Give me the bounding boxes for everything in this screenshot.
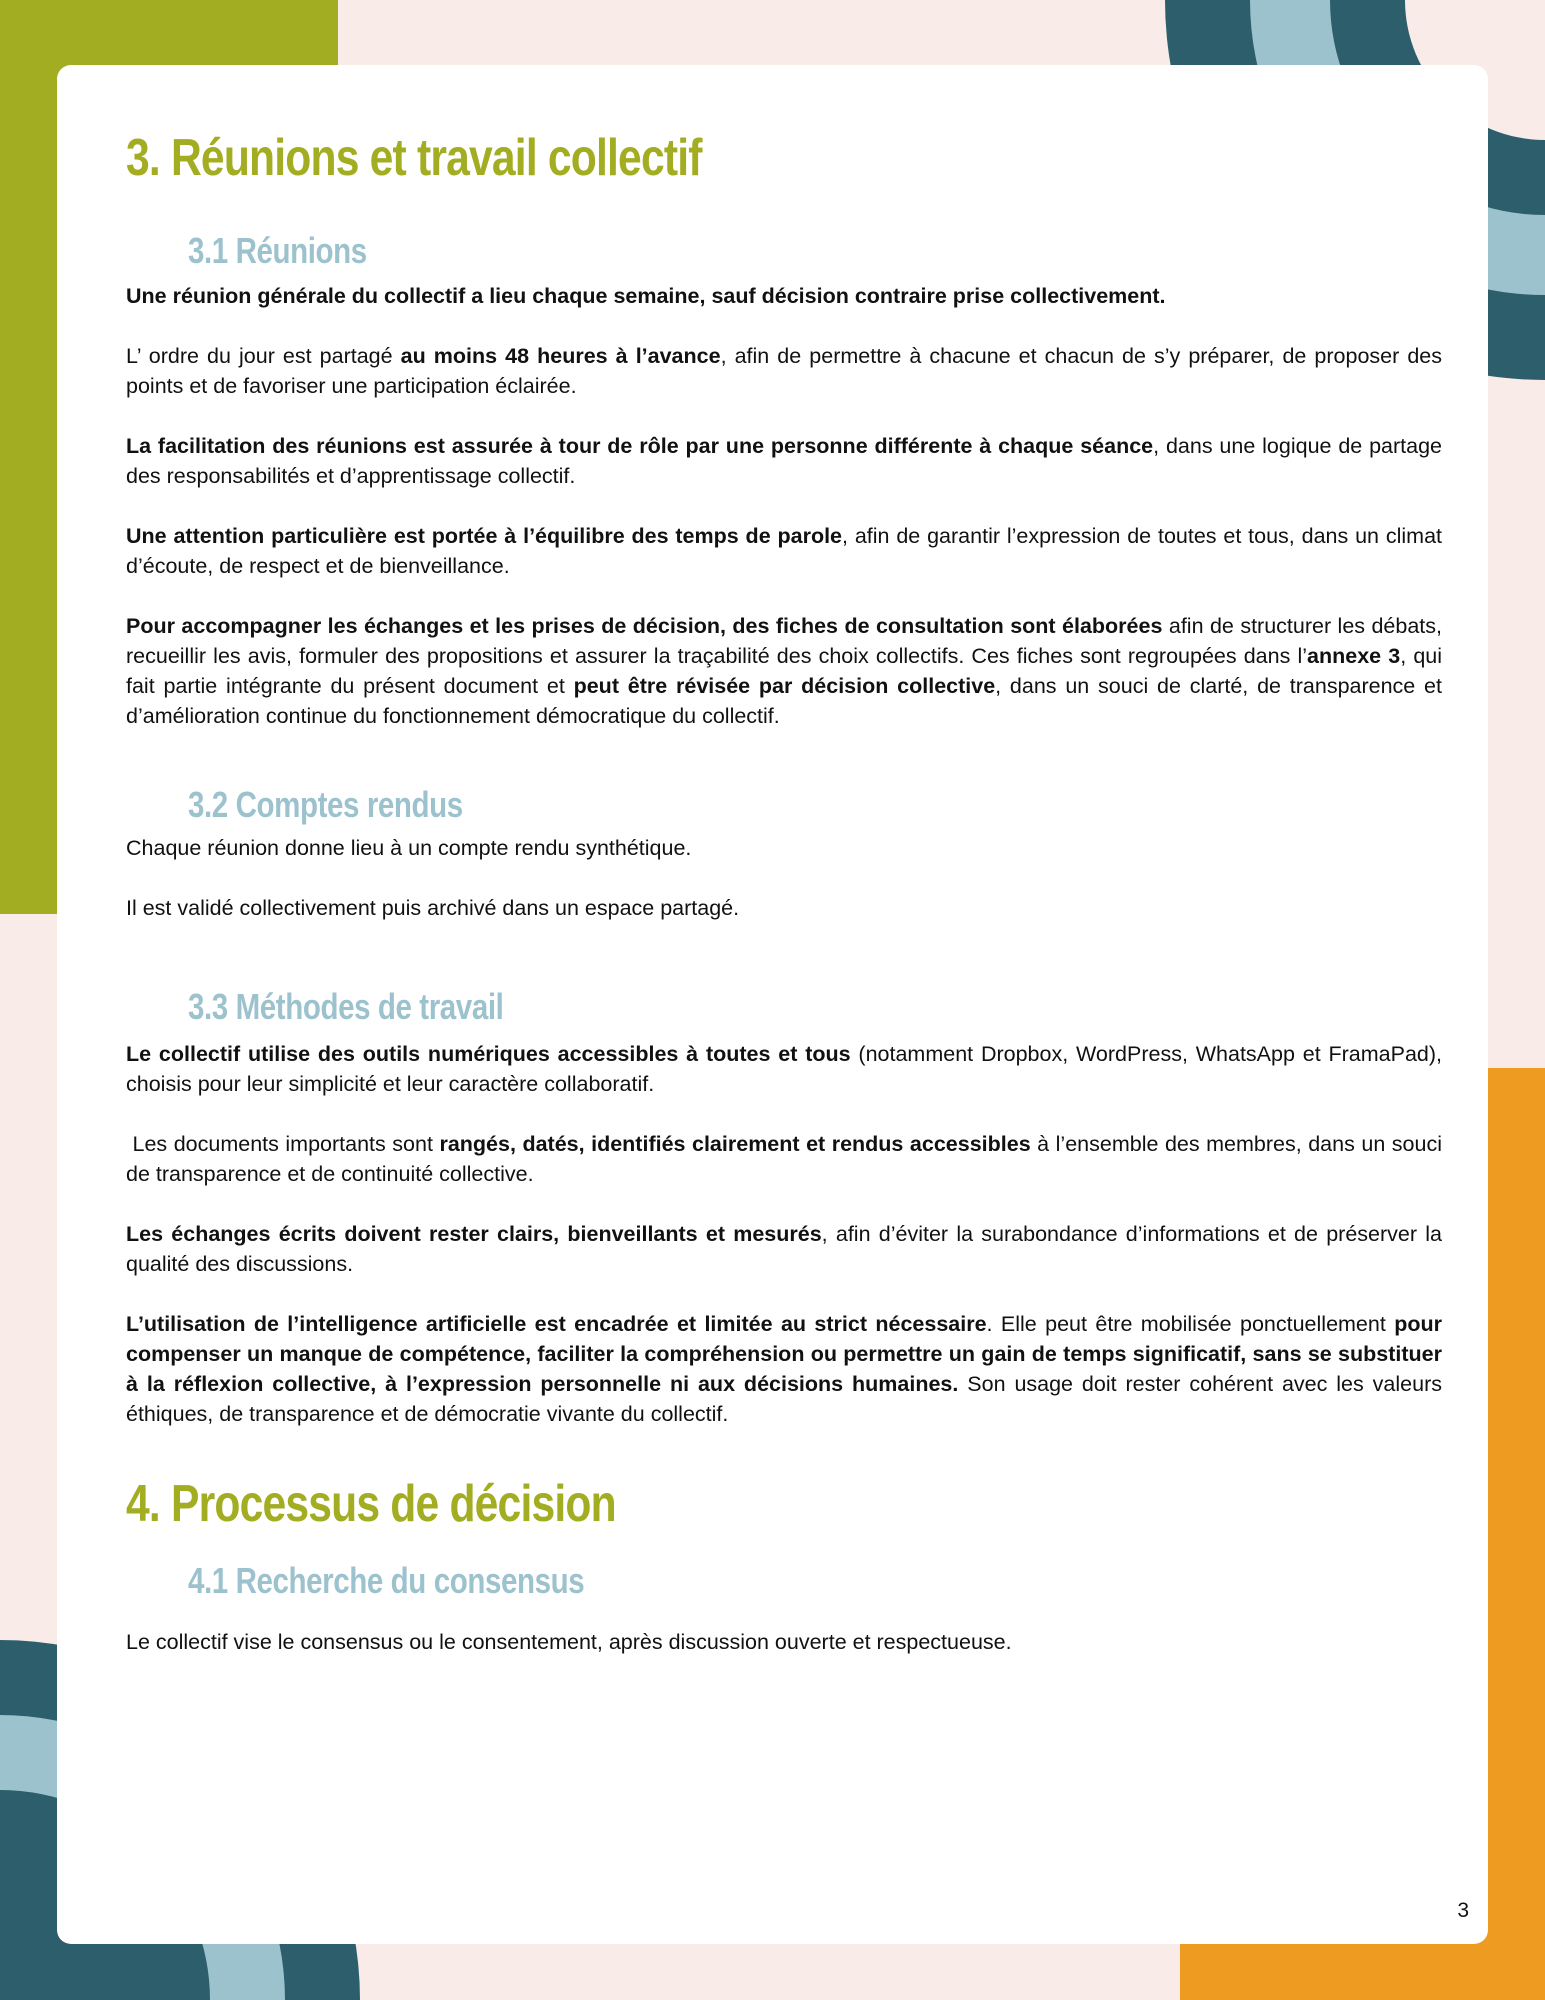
bold-text: Une réunion générale du collectif a lieu chaque semaine, sauf décision contraire prise collectivement. <box>126 284 1166 308</box>
text-run: afin de structurer les débats, recueillir les avis, formuler des propositions et assurer la traçabilité des choix collectifs. Ces fiches sont regroupées dans l’ <box>126 614 1442 668</box>
bold-text: Les échanges écrits doivent rester clairs, bienveillants et mesurés <box>126 1222 822 1246</box>
text-run: , qui fait partie intégrante du présent document et <box>126 644 1443 698</box>
paragraph-3-1-1 <box>126 281 1442 311</box>
text-run: , dans une logique de partage des responsabilités et d’apprentissage collectif. <box>126 434 1443 488</box>
paragraph-3-3-3 <box>126 1219 1442 1279</box>
document-page <box>57 65 1488 1944</box>
text-run: , afin d’éviter la surabondance d’informations et de préserver la qualité des discussions. <box>126 1222 1442 1276</box>
text-run: L’ ordre du jour est partagé <box>126 344 401 368</box>
page-content <box>126 123 1442 1657</box>
bold-text: pour compenser un manque de compétence, faciliter la compréhension ou permettre un gain de temps significatif, sans se substituer à la réflexion collective, à l’expression personnelle ni aux décisions humaines. <box>126 1312 1442 1396</box>
bold-text: Le collectif utilise des outils numériques accessibles à toutes et tous <box>126 1042 851 1066</box>
text-run: . Elle peut être mobilisée ponctuellement <box>986 1312 1395 1336</box>
subsection-3-2-heading: 3.2 Comptes rendus <box>188 784 463 825</box>
bold-text: Une attention particulière est portée à l’équilibre des temps de parole <box>126 524 843 548</box>
paragraph-3-2-2: Il est validé collectivement puis archivé dans un espace partagé. <box>126 896 740 920</box>
bold-text: L’utilisation de l’intelligence artificielle est encadrée et limitée au strict nécessaire <box>126 1312 987 1336</box>
text-run: , afin de permettre à chacune et chacun de s’y préparer, de proposer des points et de favoriser une participation éclairée. <box>126 344 1442 398</box>
section-3-heading: 3. Réunions et travail collectif <box>126 129 702 187</box>
paragraph-3-3-1 <box>126 1039 1442 1099</box>
text-run: , dans un souci de clarté, de transparence et d’amélioration continue du fonctionnement démocratique du collectif. <box>126 674 1442 728</box>
bold-text: rangés, datés, identifiés clairement et rendus accessibles <box>439 1132 1031 1156</box>
paragraph-3-3-4 <box>126 1309 1442 1429</box>
paragraph-3-2-1: Chaque réunion donne lieu à un compte rendu synthétique. <box>126 836 692 860</box>
text-run: (notamment Dropbox, WordPress, WhatsApp et FramaPad), choisis pour leur simplicité et leur caractère collaboratif. <box>126 1042 1442 1096</box>
paragraph-3-1-3 <box>126 431 1442 491</box>
bold-text: La facilitation des réunions est assurée à tour de rôle par une personne différente à chaque séance <box>126 434 1154 458</box>
paragraph-3-1-4 <box>126 521 1442 581</box>
paragraph-3-1-5 <box>126 611 1442 731</box>
bold-text: Pour accompagner les échanges et les prises de décision, des fiches de consultation sont élaborées <box>126 614 1163 638</box>
page-number: 3 <box>1457 1899 1469 1922</box>
paragraph-3-1-2 <box>126 341 1442 401</box>
paragraph-4-1-1: Le collectif vise le consensus ou le consentement, après discussion ouverte et respectueuse. <box>126 1630 1012 1654</box>
bold-text: peut être révisée par décision collective <box>573 674 996 698</box>
paragraph-3-3-2 <box>126 1129 1442 1189</box>
subsection-3-1-heading: 3.1 Réunions <box>188 230 367 271</box>
text-run: Les documents importants sont <box>126 1132 440 1156</box>
text-run: à l’ensemble des membres, dans un souci de transparence et de continuité collective. <box>126 1132 1442 1186</box>
text-run: Son usage doit rester cohérent avec les valeurs éthiques, de transparence et de démocratie vivante du collectif. <box>126 1372 1442 1426</box>
bold-text: annexe 3 <box>1307 644 1401 668</box>
section-4-heading: 4. Processus de décision <box>126 1475 616 1533</box>
subsection-3-3-heading: 3.3 Méthodes de travail <box>188 986 504 1027</box>
text-run: , afin de garantir l’expression de toutes et tous, dans un climat d’écoute, de respect et de bienveillance. <box>126 524 1442 578</box>
bold-text: au moins 48 heures à l’avance <box>400 344 721 368</box>
subsection-4-1-heading: 4.1 Recherche du consensus <box>188 1560 585 1601</box>
